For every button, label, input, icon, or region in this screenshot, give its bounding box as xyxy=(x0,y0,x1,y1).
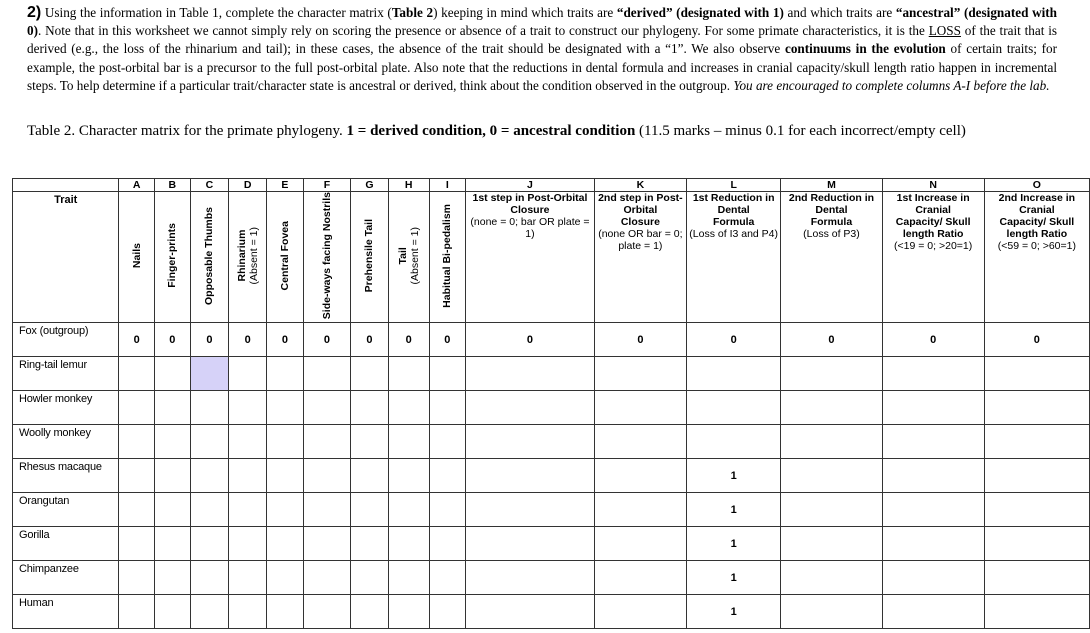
matrix-cell-n[interactable]: 0 xyxy=(882,323,984,357)
matrix-cell-n[interactable] xyxy=(882,561,984,595)
column-header-l: 1st Reduction in Dental Formula (Loss of I3 and P4) xyxy=(686,192,780,323)
matrix-cell-d[interactable] xyxy=(229,459,267,493)
matrix-cell-c[interactable] xyxy=(190,425,229,459)
matrix-cell-d[interactable] xyxy=(229,527,267,561)
matrix-cell-f[interactable] xyxy=(303,425,350,459)
matrix-cell-j[interactable]: 0 xyxy=(466,323,595,357)
matrix-cell-e[interactable] xyxy=(267,357,304,391)
matrix-cell-i[interactable] xyxy=(429,493,466,527)
column-header-k: 2nd step in Post-Orbital Closure (none OR bar = 0; plate = 1) xyxy=(594,192,686,323)
matrix-cell-c[interactable] xyxy=(190,357,229,391)
matrix-cell-l[interactable] xyxy=(686,425,780,459)
matrix-cell-l[interactable]: 1 xyxy=(686,527,780,561)
matrix-cell-c[interactable] xyxy=(190,459,229,493)
matrix-cell-l[interactable] xyxy=(686,391,780,425)
matrix-cell-o[interactable] xyxy=(984,391,1089,425)
column-header-o: 2nd Increase in Cranial Capacity/ Skull length Ratio (<59 = 0; >60=1) xyxy=(984,192,1089,323)
matrix-cell-k[interactable] xyxy=(594,425,686,459)
matrix-cell-l[interactable]: 1 xyxy=(686,595,780,629)
column-letter-a: A xyxy=(119,179,155,192)
matrix-cell-h[interactable] xyxy=(388,357,429,391)
matrix-cell-g[interactable] xyxy=(351,391,389,425)
letter-corner xyxy=(13,179,119,192)
matrix-cell-e[interactable] xyxy=(267,391,304,425)
matrix-cell-o[interactable] xyxy=(984,459,1089,493)
instructions-segment: ) keeping in mind which traits are xyxy=(433,5,617,20)
character-matrix-table xyxy=(12,178,1090,629)
matrix-cell-c[interactable] xyxy=(190,595,229,629)
matrix-cell-b[interactable] xyxy=(155,493,191,527)
matrix-cell-c[interactable] xyxy=(190,561,229,595)
matrix-cell-k[interactable]: 0 xyxy=(594,323,686,357)
matrix-cell-g[interactable] xyxy=(351,595,389,629)
row-label: Gorilla xyxy=(13,527,119,561)
column-header-f: Side-ways facing Nostrils xyxy=(303,192,350,323)
matrix-cell-g[interactable] xyxy=(351,493,389,527)
matrix-cell-k[interactable] xyxy=(594,391,686,425)
instructions-segment: LOSS xyxy=(928,23,961,39)
instructions-segment: You are encouraged to complete columns A-I before the lab. xyxy=(733,77,1050,93)
column-header-e: Central Fovea xyxy=(267,192,304,323)
matrix-cell-i[interactable]: 0 xyxy=(429,323,466,357)
matrix-cell-e[interactable] xyxy=(267,459,304,493)
matrix-cell-a[interactable] xyxy=(119,391,155,425)
matrix-cell-f[interactable] xyxy=(303,527,350,561)
matrix-cell-f[interactable] xyxy=(303,391,350,425)
instructions-segment: and which traits are xyxy=(783,5,896,20)
matrix-cell-c[interactable] xyxy=(190,527,229,561)
matrix-cell-h[interactable] xyxy=(388,459,429,493)
matrix-cell-k[interactable] xyxy=(594,561,686,595)
matrix-cell-a[interactable] xyxy=(119,493,155,527)
matrix-cell-f[interactable] xyxy=(303,493,350,527)
matrix-cell-h[interactable] xyxy=(388,561,429,595)
table-caption xyxy=(27,122,1067,140)
column-header-n: 1st Increase in Cranial Capacity/ Skull length Ratio (<19 = 0; >20=1) xyxy=(882,192,984,323)
matrix-cell-j[interactable] xyxy=(466,527,595,561)
matrix-cell-m[interactable] xyxy=(781,425,882,459)
matrix-cell-h[interactable] xyxy=(388,527,429,561)
matrix-cell-b[interactable] xyxy=(155,357,191,391)
matrix-cell-o[interactable] xyxy=(984,357,1089,391)
matrix-cell-a[interactable]: 0 xyxy=(119,323,155,357)
column-header-d: Rhinarium (Absent = 1) xyxy=(229,192,267,323)
matrix-cell-j[interactable] xyxy=(466,493,595,527)
matrix-cell-h[interactable] xyxy=(388,493,429,527)
matrix-cell-o[interactable] xyxy=(984,595,1089,629)
matrix-cell-f[interactable] xyxy=(303,459,350,493)
matrix-cell-n[interactable] xyxy=(882,527,984,561)
matrix-cell-i[interactable] xyxy=(429,527,466,561)
table-row xyxy=(13,391,1090,425)
matrix-cell-i[interactable] xyxy=(429,561,466,595)
matrix-cell-b[interactable] xyxy=(155,561,191,595)
matrix-cell-k[interactable] xyxy=(594,459,686,493)
matrix-cell-a[interactable] xyxy=(119,561,155,595)
matrix-cell-d[interactable] xyxy=(229,561,267,595)
matrix-cell-k[interactable] xyxy=(594,595,686,629)
column-header-a: Nails xyxy=(119,192,155,323)
column-letter-g: G xyxy=(351,179,389,192)
matrix-cell-e[interactable] xyxy=(267,561,304,595)
matrix-cell-c[interactable] xyxy=(190,493,229,527)
matrix-cell-f[interactable] xyxy=(303,595,350,629)
matrix-cell-l[interactable]: 1 xyxy=(686,493,780,527)
matrix-cell-d[interactable] xyxy=(229,493,267,527)
matrix-cell-d[interactable]: 0 xyxy=(229,323,267,357)
matrix-cell-e[interactable]: 0 xyxy=(267,323,304,357)
matrix-cell-i[interactable] xyxy=(429,391,466,425)
column-header-m: 2nd Reduction in Dental Formula (Loss of P3) xyxy=(781,192,882,323)
row-label: Chimpanzee xyxy=(13,561,119,595)
matrix-cell-i[interactable] xyxy=(429,459,466,493)
matrix-cell-b[interactable] xyxy=(155,595,191,629)
row-label: Howler monkey xyxy=(13,391,119,425)
matrix-cell-j[interactable] xyxy=(466,595,595,629)
table-row xyxy=(13,561,1090,595)
column-header-c: Opposable Thumbs xyxy=(190,192,229,323)
matrix-cell-o[interactable] xyxy=(984,527,1089,561)
table-row xyxy=(13,493,1090,527)
matrix-cell-g[interactable] xyxy=(351,425,389,459)
matrix-cell-j[interactable] xyxy=(466,391,595,425)
matrix-cell-l[interactable]: 0 xyxy=(686,323,780,357)
column-header-g: Prehensile Tail xyxy=(351,192,389,323)
matrix-cell-g[interactable] xyxy=(351,527,389,561)
matrix-cell-b[interactable] xyxy=(155,391,191,425)
caption-legend: 1 = derived condition, 0 = ancestral condition xyxy=(346,123,636,139)
caption-marks: (11.5 marks – minus 0.1 for each incorrect/empty cell) xyxy=(635,123,966,139)
matrix-cell-o[interactable] xyxy=(984,561,1089,595)
column-letter-f: F xyxy=(303,179,350,192)
matrix-cell-f[interactable] xyxy=(303,357,350,391)
matrix-cell-a[interactable] xyxy=(119,527,155,561)
column-letter-o: O xyxy=(984,179,1089,192)
matrix-cell-b[interactable] xyxy=(155,425,191,459)
matrix-cell-g[interactable]: 0 xyxy=(351,323,389,357)
matrix-cell-a[interactable] xyxy=(119,357,155,391)
matrix-cell-e[interactable] xyxy=(267,527,304,561)
matrix-cell-i[interactable] xyxy=(429,595,466,629)
matrix-cell-m[interactable] xyxy=(781,357,882,391)
table-row xyxy=(13,425,1090,459)
question-number: 2) xyxy=(27,4,42,21)
matrix-cell-n[interactable] xyxy=(882,425,984,459)
instructions-segment: of the trait that is derived (e.g., the loss of the rhinarium and tail); in these cases, the absence of the trait should be designated with a “1”. We also observe xyxy=(27,23,1057,57)
column-header-b: Finger-prints xyxy=(155,192,191,323)
matrix-cell-a[interactable] xyxy=(119,595,155,629)
matrix-cell-l[interactable]: 1 xyxy=(686,459,780,493)
table-row xyxy=(13,527,1090,561)
matrix-cell-l[interactable]: 1 xyxy=(686,561,780,595)
matrix-cell-h[interactable] xyxy=(388,391,429,425)
trait-header: Trait xyxy=(13,192,119,323)
column-letter-c: C xyxy=(190,179,229,192)
matrix-cell-m[interactable] xyxy=(781,561,882,595)
instructions-segment: Table 2 xyxy=(391,5,434,20)
matrix-cell-k[interactable] xyxy=(594,493,686,527)
matrix-cell-l[interactable] xyxy=(686,357,780,391)
row-label: Woolly monkey xyxy=(13,425,119,459)
matrix-cell-h[interactable]: 0 xyxy=(388,323,429,357)
matrix-cell-j[interactable] xyxy=(466,425,595,459)
column-letter-e: E xyxy=(267,179,304,192)
table-row xyxy=(13,595,1090,629)
matrix-cell-k[interactable] xyxy=(594,357,686,391)
matrix-cell-e[interactable] xyxy=(267,493,304,527)
column-letter-b: B xyxy=(155,179,191,192)
matrix-cell-m[interactable] xyxy=(781,595,882,629)
instructions-segment: “derived” (designated with 1) xyxy=(616,5,784,20)
matrix-cell-c[interactable] xyxy=(190,391,229,425)
matrix-cell-g[interactable] xyxy=(351,459,389,493)
matrix-cell-i[interactable] xyxy=(429,425,466,459)
matrix-cell-d[interactable] xyxy=(229,357,267,391)
column-letter-k: K xyxy=(594,179,686,192)
matrix-cell-k[interactable] xyxy=(594,527,686,561)
matrix-cell-b[interactable]: 0 xyxy=(155,323,191,357)
matrix-cell-c[interactable]: 0 xyxy=(190,323,229,357)
column-letter-n: N xyxy=(882,179,984,192)
matrix-cell-g[interactable] xyxy=(351,561,389,595)
matrix-cell-n[interactable] xyxy=(882,493,984,527)
matrix-cell-b[interactable] xyxy=(155,527,191,561)
instructions-segment: . Note that in this worksheet we cannot simply rely on scoring the presence or absence of a trait to construct our phylogeny. For some primate characteristics, it is the xyxy=(38,23,929,39)
matrix-cell-n[interactable] xyxy=(882,357,984,391)
column-letter-h: H xyxy=(388,179,429,192)
matrix-cell-a[interactable] xyxy=(119,425,155,459)
matrix-cell-o[interactable] xyxy=(984,493,1089,527)
instructions-segment: “ancestral” (designated with 0) xyxy=(27,5,1057,39)
instructions-segment: continuums in the evolution xyxy=(784,41,946,57)
column-header-j: 1st step in Post-Orbital Closure (none = 0; bar OR plate = 1) xyxy=(466,192,595,323)
matrix-cell-e[interactable] xyxy=(267,595,304,629)
matrix-cell-d[interactable] xyxy=(229,425,267,459)
column-letter-l: L xyxy=(686,179,780,192)
row-label: Orangutan xyxy=(13,493,119,527)
matrix-cell-n[interactable] xyxy=(882,391,984,425)
matrix-cell-h[interactable] xyxy=(388,425,429,459)
column-letter-m: M xyxy=(781,179,882,192)
matrix-cell-m[interactable] xyxy=(781,527,882,561)
matrix-cell-f[interactable]: 0 xyxy=(303,323,350,357)
matrix-cell-d[interactable] xyxy=(229,595,267,629)
table-row xyxy=(13,323,1090,357)
matrix-cell-d[interactable] xyxy=(229,391,267,425)
matrix-cell-o[interactable] xyxy=(984,425,1089,459)
matrix-cell-j[interactable] xyxy=(466,561,595,595)
instructions-text xyxy=(27,5,1057,93)
matrix-cell-i[interactable] xyxy=(429,357,466,391)
instructions-segment: of certain traits; for example, the post-orbital bar is a precursor to the full post-orbital plate. Also note that the reductions in dental formula and increases in cranial capacity/skull length ratio happen in incremental steps. To help determine if a particular trait/character state is ancestral or derived, think about the condition observed in the outgroup. xyxy=(27,41,1057,93)
instructions-paragraph xyxy=(27,4,1057,95)
matrix-cell-m[interactable]: 0 xyxy=(781,323,882,357)
matrix-cell-n[interactable] xyxy=(882,595,984,629)
table-row xyxy=(13,459,1090,493)
matrix-cell-e[interactable] xyxy=(267,425,304,459)
row-label: Ring-tail lemur xyxy=(13,357,119,391)
matrix-cell-m[interactable] xyxy=(781,493,882,527)
matrix-cell-g[interactable] xyxy=(351,357,389,391)
matrix-cell-j[interactable] xyxy=(466,357,595,391)
matrix-cell-b[interactable] xyxy=(155,459,191,493)
matrix-cell-a[interactable] xyxy=(119,459,155,493)
matrix-cell-h[interactable] xyxy=(388,595,429,629)
column-letter-j: J xyxy=(466,179,595,192)
matrix-cell-o[interactable]: 0 xyxy=(984,323,1089,357)
matrix-cell-j[interactable] xyxy=(466,459,595,493)
row-label: Human xyxy=(13,595,119,629)
matrix-cell-m[interactable] xyxy=(781,459,882,493)
instructions-segment: Using the information in Table 1, complete the character matrix ( xyxy=(41,5,392,20)
matrix-cell-f[interactable] xyxy=(303,561,350,595)
row-label: Fox (outgroup) xyxy=(13,323,119,357)
column-header-h: Tail (Absent = 1) xyxy=(388,192,429,323)
caption-label: Table 2. Character matrix for the primate phylogeny. xyxy=(27,123,347,139)
matrix-cell-n[interactable] xyxy=(882,459,984,493)
table-row xyxy=(13,357,1090,391)
matrix-cell-m[interactable] xyxy=(781,391,882,425)
row-label: Rhesus macaque xyxy=(13,459,119,493)
column-letter-i: I xyxy=(429,179,466,192)
column-header-i: Habitual Bi-pedalism xyxy=(429,192,466,323)
column-letter-d: D xyxy=(229,179,267,192)
